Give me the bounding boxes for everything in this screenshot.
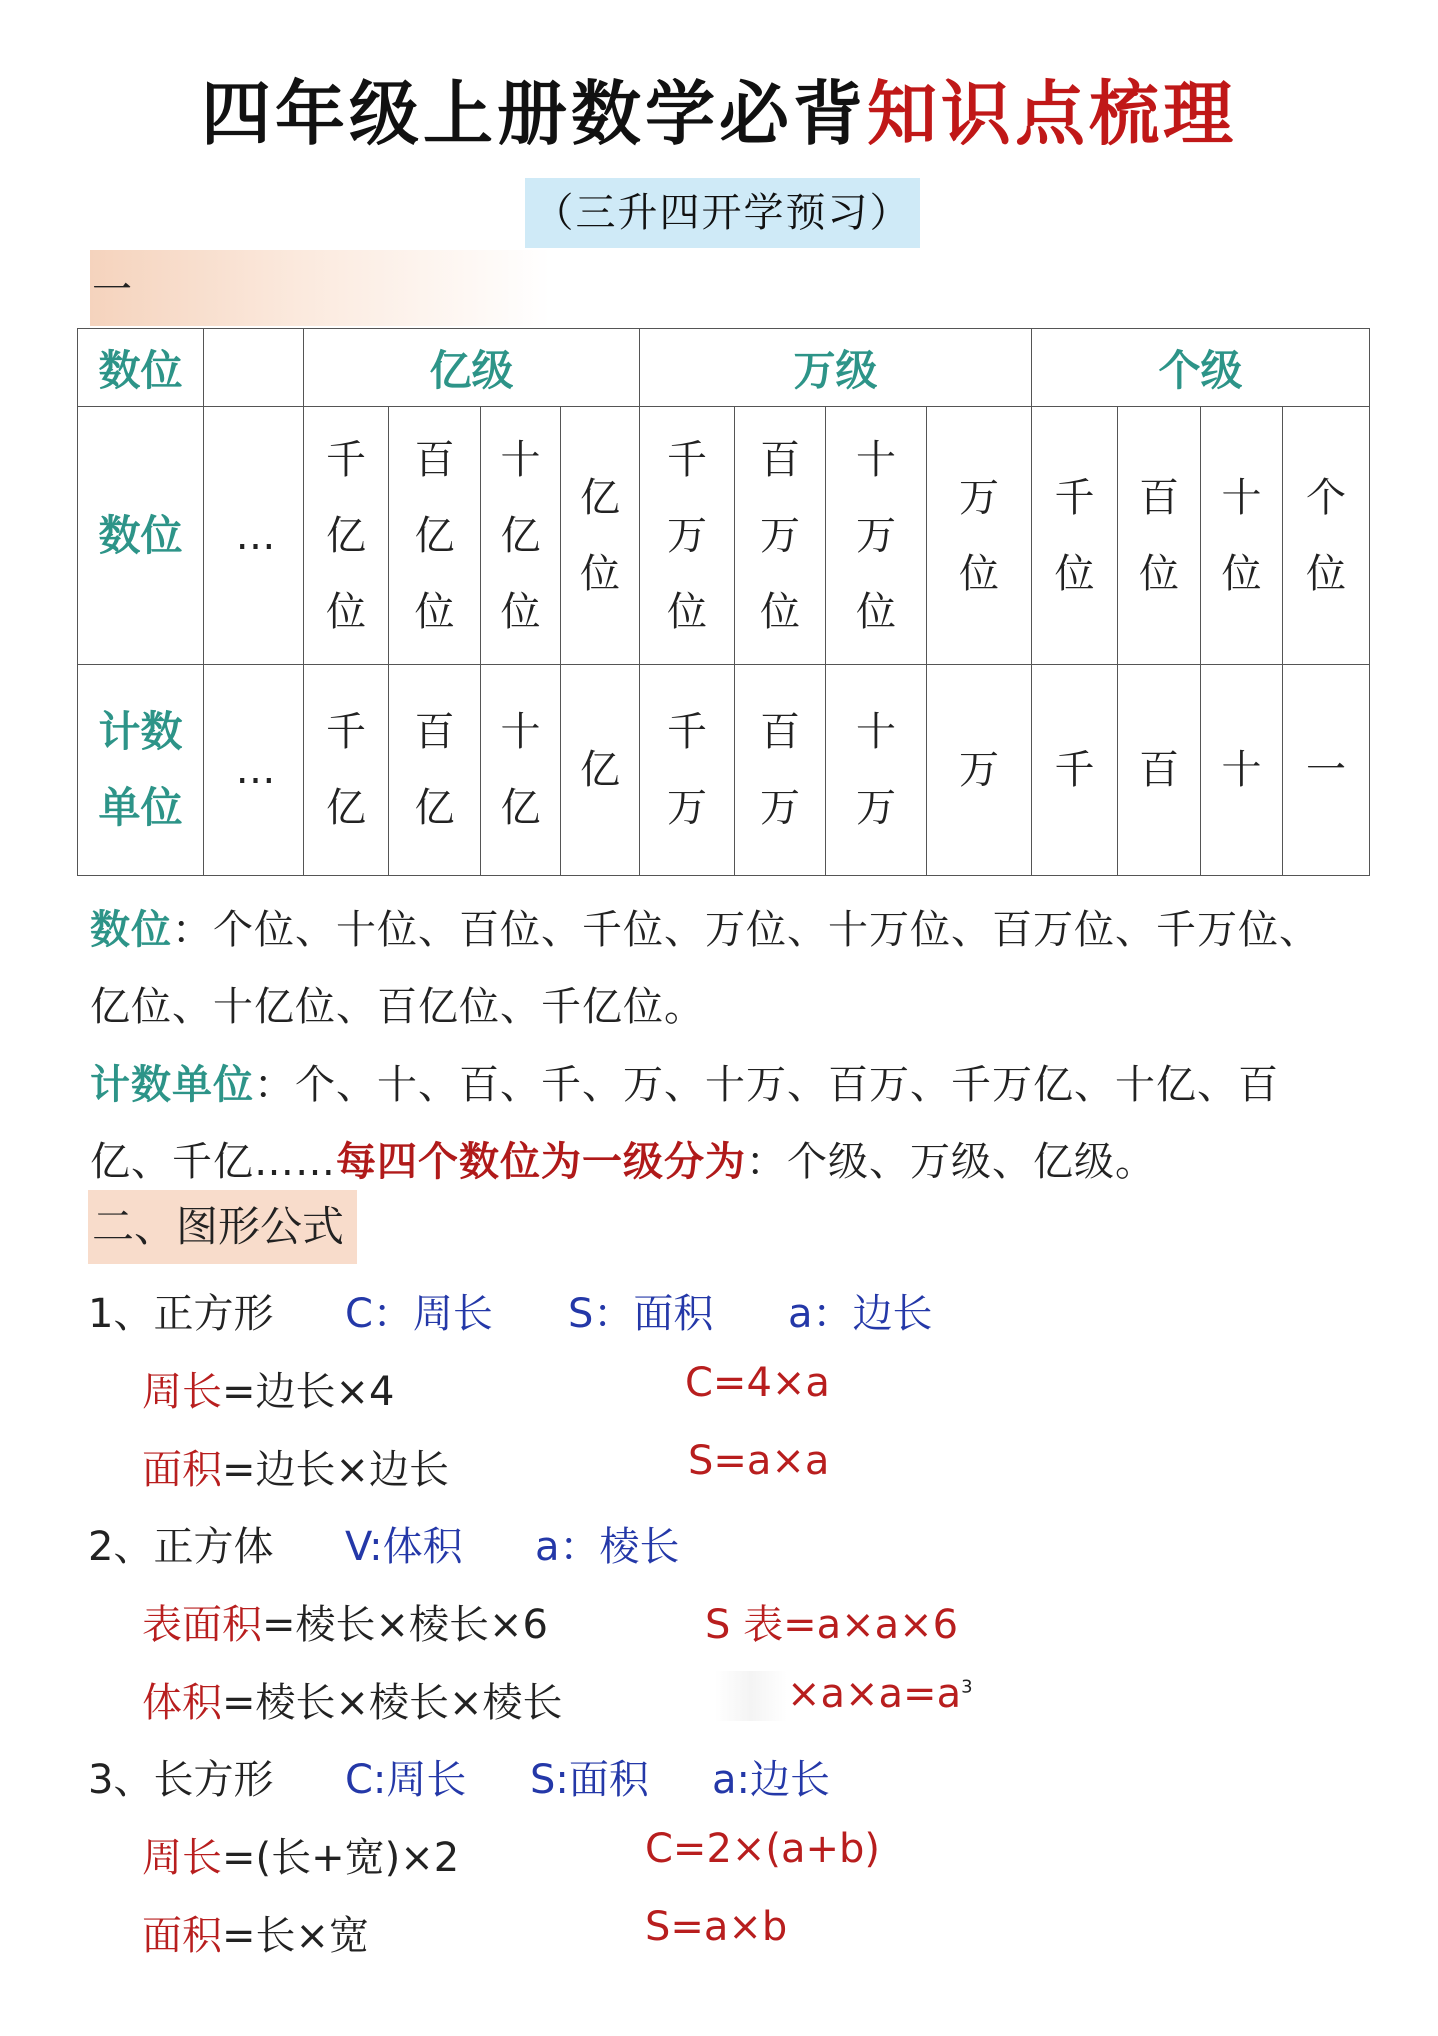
table-cell: 十亿位 <box>481 407 561 665</box>
table-cell: 百万位 <box>735 407 826 665</box>
rect-c-def: C:周长 <box>345 1757 467 1803</box>
paragraph-unit-line1: 计数单位：个、十、百、千、万、十万、百万、千万亿、十亿、百 <box>90 1062 1279 1108</box>
rect-perimeter-words: 周长=(长+宽)×2 <box>142 1835 460 1881</box>
table-cell: 亿位 <box>561 407 640 665</box>
square-perimeter-formula: C=4×a <box>685 1360 830 1406</box>
header-wan-level: 万级 <box>640 329 1032 407</box>
table-cell: 十 <box>1201 665 1283 876</box>
ellipsis-cell: … <box>204 407 304 665</box>
paragraph-place-line1: 数位：个位、十位、百位、千位、万位、十万位、百万位、千万位、 <box>90 907 1320 953</box>
section2-header: 二、图形公式 <box>88 1190 357 1264</box>
cube-volume-words: 体积=棱长×棱长×棱长 <box>142 1680 563 1726</box>
square-c-def: C：周长 <box>345 1291 493 1337</box>
table-cell: 百位 <box>1118 407 1201 665</box>
table-cell: 百万 <box>735 665 826 876</box>
cube-surface-formula: S 表=a×a×6 <box>705 1602 959 1648</box>
table-cell: 千 <box>1032 665 1118 876</box>
table-cell: 十亿 <box>481 665 561 876</box>
rect-perimeter-formula: C=2×(a+b) <box>645 1826 881 1872</box>
square-a-def: a：边长 <box>788 1291 933 1337</box>
paragraph-unit-line2: 亿、千亿……每四个数位为一级分为：个级、万级、亿级。 <box>90 1139 1156 1185</box>
title-red: 知识点梳理 <box>867 73 1237 155</box>
table-row-place <box>78 407 1370 665</box>
table-row-unit <box>78 665 1370 876</box>
table-cell: 千位 <box>1032 407 1118 665</box>
table-cell: 一 <box>1283 665 1370 876</box>
cube-surface-words: 表面积=棱长×棱长×6 <box>142 1602 548 1648</box>
table-cell: 百 <box>1118 665 1201 876</box>
row-label-place: 数位 <box>78 407 204 665</box>
page-title <box>0 58 1438 159</box>
square-area-words: 面积=边长×边长 <box>142 1447 450 1493</box>
table-cell: 千万位 <box>640 407 735 665</box>
cube-v-def: V:体积 <box>345 1524 463 1570</box>
table-cell: 十万位 <box>826 407 927 665</box>
header-blank <box>204 329 304 407</box>
cube-volume-formula: $\times a\times a=a^3$ <box>715 1671 973 1721</box>
table-cell: 百亿 <box>389 665 481 876</box>
rect-area-formula: S=a×b <box>645 1904 788 1950</box>
rect-a-def: a:边长 <box>712 1757 830 1803</box>
rect-area-words: 面积=长×宽 <box>142 1913 370 1959</box>
title-black: 四年级上册数学必背 <box>201 73 867 155</box>
table-cell: 千亿 <box>304 665 389 876</box>
row-label-unit: 计数单位 <box>78 665 204 876</box>
table-cell: 亿 <box>561 665 640 876</box>
table-cell: 千万 <box>640 665 735 876</box>
rect-s-def: S:面积 <box>530 1757 649 1803</box>
square-heading: 1、正方形 <box>88 1291 274 1337</box>
table-cell: 万 <box>927 665 1032 876</box>
square-s-def: S：面积 <box>568 1291 714 1337</box>
square-area-formula: S=a×a <box>688 1438 830 1484</box>
section1-header-bar <box>90 250 550 326</box>
section1-label: 一 <box>92 267 132 313</box>
table-cell: 十万 <box>826 665 927 876</box>
header-yi-level: 亿级 <box>304 329 640 407</box>
cube-heading: 2、正方体 <box>88 1524 274 1570</box>
table-cell: 百亿位 <box>389 407 481 665</box>
header-ge-level: 个级 <box>1032 329 1370 407</box>
ellipsis-cell: … <box>204 665 304 876</box>
table-cell: 十位 <box>1201 407 1283 665</box>
table-cell: 万位 <box>927 407 1032 665</box>
header-place: 数位 <box>78 329 204 407</box>
place-value-table <box>77 328 1370 876</box>
table-cell: 个位 <box>1283 407 1370 665</box>
rect-heading: 3、长方形 <box>88 1757 274 1803</box>
paragraph-place-line2: 亿位、十亿位、百亿位、千亿位。 <box>90 984 705 1030</box>
square-perimeter-words: 周长=边长×4 <box>142 1369 395 1415</box>
table-header-row <box>78 329 1370 407</box>
subtitle-banner: （三升四开学预习） <box>525 178 920 248</box>
table-cell: 千亿位 <box>304 407 389 665</box>
cube-a-def: a：棱长 <box>535 1524 680 1570</box>
smudge-blank <box>715 1671 787 1721</box>
